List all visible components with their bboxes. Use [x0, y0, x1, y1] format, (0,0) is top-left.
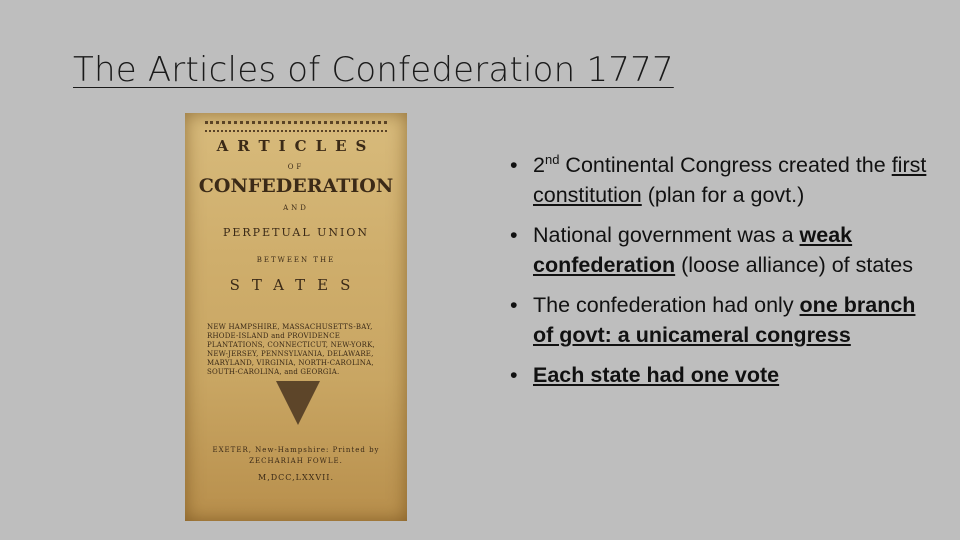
bullet-1-superscript: nd	[544, 152, 560, 167]
bullet-dot: •	[510, 363, 518, 387]
bullet-1-underlined: first constitution	[533, 153, 927, 207]
doc-ornament-triangle	[276, 381, 320, 425]
bullet-list	[510, 150, 930, 400]
bullet-2-post: (loose alliance) of states	[675, 253, 913, 277]
bullet-item-3	[510, 290, 930, 350]
bullet-4-underlined: Each state had one vote	[533, 363, 780, 387]
bullet-3-underlined: one branch of govt: a unicameral congress	[533, 293, 916, 347]
document-border-ornament	[205, 121, 387, 132]
bullet-1-ordinal: 2	[533, 153, 545, 177]
bullet-3-text: The confederation had only	[533, 293, 800, 317]
doc-heading-and: AND	[283, 204, 309, 212]
bullet-item-4	[510, 360, 930, 390]
doc-heading-articles: ARTICLES	[216, 137, 376, 155]
bullet-1-post: (plan for a govt.)	[641, 183, 805, 207]
bullet-dot: •	[510, 223, 518, 247]
bullet-item-1	[510, 150, 930, 210]
doc-heading-states: STATES	[229, 276, 363, 294]
doc-heading-confederation: CONFEDERATION	[198, 175, 394, 197]
articles-document-image	[185, 113, 407, 521]
bullet-dot: •	[510, 153, 518, 177]
bullet-2-text: National government was a	[533, 223, 800, 247]
doc-state-list: NEW HAMPSHIRE, MASSACHUSETTS-BAY, RHODE-ISLAND and PROVIDENCE PLANTATIONS, CONNECTICUT, NEW-YORK, NEW-JERSEY, PENNSYLVANIA, DELAWARE, MARYLAND, VIRGINIA, NORTH-CAROLINA, SOUTH-CAROLINA, and GEORGIA.	[207, 323, 375, 376]
doc-heading-perpetual-union: PERPETUAL UNION	[222, 226, 370, 239]
bullet-item-2	[510, 220, 930, 280]
doc-imprint: EXETER, New-Hampshire: Printed by ZECHARIAH FOWLE.	[212, 446, 380, 465]
bullet-1-text: Continental Congress created the	[559, 153, 892, 177]
bullet-dot: •	[510, 293, 518, 317]
bullet-2-underlined: weak confederation	[533, 223, 853, 277]
doc-date: M,DCC,LXXVII.	[258, 473, 334, 482]
doc-heading-between-the: BETWEEN THE	[256, 256, 336, 264]
slide-title: The Articles of Confederation 1777	[73, 50, 674, 90]
doc-heading-of: OF	[287, 163, 305, 171]
